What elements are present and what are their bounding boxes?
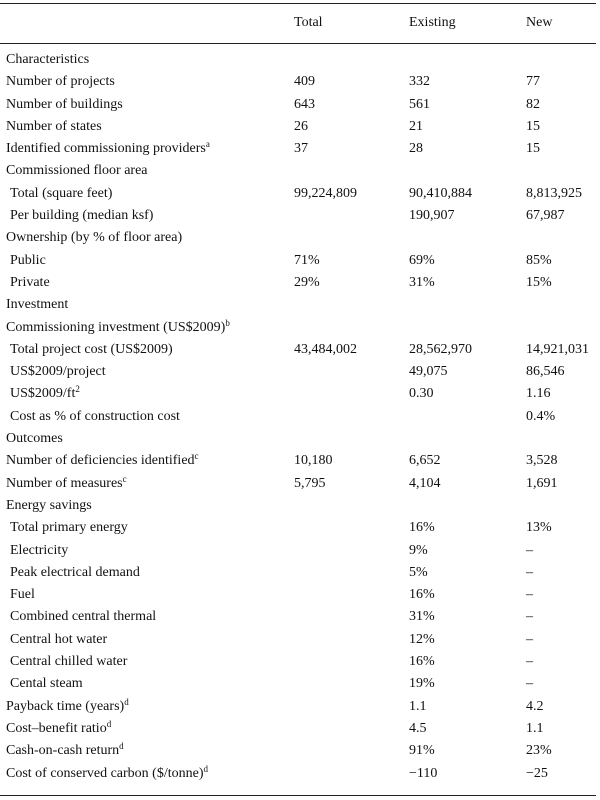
cell-existing: 332 xyxy=(409,74,430,90)
cell-new: – xyxy=(526,654,533,670)
row-label xyxy=(10,250,46,272)
cell-existing: −110 xyxy=(409,765,438,781)
table-row xyxy=(0,540,600,562)
row-label xyxy=(6,94,123,116)
table-row xyxy=(0,227,600,249)
row-label xyxy=(10,272,50,294)
row-label-text: Total (square feet) xyxy=(10,185,113,201)
row-label xyxy=(6,294,68,316)
row-label-text: Cash-on-cash return xyxy=(6,743,120,759)
table-row xyxy=(0,629,600,651)
cell-new: 23% xyxy=(526,743,552,759)
table-row xyxy=(0,49,600,71)
cell-existing: 28,562,970 xyxy=(409,341,472,357)
row-label-text: Investment xyxy=(6,297,69,313)
cell-existing: 49,075 xyxy=(409,364,448,380)
row-label xyxy=(6,71,115,93)
table-row xyxy=(0,473,600,495)
table-row xyxy=(0,740,600,762)
table-body xyxy=(0,49,600,785)
cell-new: 15 xyxy=(526,118,540,134)
row-label-text: Cost of conserved carbon ($/tonne) xyxy=(6,765,204,781)
cell-new: – xyxy=(526,631,533,647)
row-label xyxy=(10,406,180,428)
row-label-text: Characteristics xyxy=(6,52,90,67)
footnote-marker: c xyxy=(194,451,199,462)
row-label xyxy=(10,383,80,405)
row-label-text: Commissioning investment (US$2009) xyxy=(6,319,226,335)
cell-existing: 12% xyxy=(409,631,435,647)
cell-existing: 1.1 xyxy=(409,698,427,714)
cell-total: 29% xyxy=(294,274,320,290)
table-row xyxy=(0,250,600,272)
cell-new: – xyxy=(526,564,533,580)
cell-existing: 0.30 xyxy=(409,386,434,402)
row-label-text: Total primary energy xyxy=(10,520,128,536)
row-label xyxy=(6,473,127,495)
row-label-text: Outcomes xyxy=(6,431,63,447)
table-row xyxy=(0,718,600,740)
cell-existing: 6,652 xyxy=(409,453,441,469)
footnote-marker: d xyxy=(203,763,208,774)
footnote-marker: 2 xyxy=(75,384,80,395)
row-label xyxy=(6,450,199,472)
cell-new: – xyxy=(526,542,533,558)
row-label-text: Central hot water xyxy=(10,631,108,647)
cell-new: 4.2 xyxy=(526,698,544,714)
cell-total: 37 xyxy=(294,141,308,157)
column-header-new: New xyxy=(526,15,553,30)
table-row xyxy=(0,160,600,182)
row-label xyxy=(10,584,35,606)
cell-total: 10,180 xyxy=(294,453,333,469)
cell-existing: 190,907 xyxy=(409,208,455,224)
cell-existing: 19% xyxy=(409,676,435,692)
cell-new: 15 xyxy=(526,141,540,157)
cell-new: 67,987 xyxy=(526,208,565,224)
row-label-text: Number of buildings xyxy=(6,96,123,112)
table-row xyxy=(0,94,600,116)
cell-new: 3,528 xyxy=(526,453,558,469)
cell-existing: 16% xyxy=(409,654,435,670)
row-label xyxy=(10,205,153,227)
table-row xyxy=(0,317,600,339)
cell-existing: 69% xyxy=(409,252,435,268)
table-row xyxy=(0,383,600,405)
footnote-marker: d xyxy=(106,718,112,729)
cell-existing: 91% xyxy=(409,743,435,759)
cell-new: – xyxy=(526,609,533,625)
row-label-text: Fuel xyxy=(10,587,35,603)
cell-new: 86,546 xyxy=(526,364,565,380)
cell-new: 85% xyxy=(526,252,552,268)
row-label-text: Public xyxy=(10,252,46,268)
cell-new: 14,921,031 xyxy=(526,341,589,357)
table-row xyxy=(0,763,600,785)
cell-new: −25 xyxy=(526,765,548,781)
row-label-text: Number of measures xyxy=(6,475,123,491)
footnote-marker: b xyxy=(225,317,230,328)
cell-existing: 90,410,884 xyxy=(409,185,472,201)
cell-total: 409 xyxy=(294,74,315,90)
cell-existing: 21 xyxy=(409,118,423,134)
table-row xyxy=(0,428,600,450)
cell-total: 71% xyxy=(294,252,320,268)
row-label-text: Ownership (by % of floor area) xyxy=(6,230,183,246)
table-top-rule xyxy=(0,3,596,4)
row-label xyxy=(6,718,111,740)
table-row xyxy=(0,361,600,383)
row-label xyxy=(10,361,106,383)
cell-total: 99,224,809 xyxy=(294,185,357,201)
table-row xyxy=(0,272,600,294)
table-row xyxy=(0,517,600,539)
table-bottom-rule xyxy=(0,795,596,796)
row-label xyxy=(6,763,208,785)
row-label-text: US$2009/ft xyxy=(10,386,76,402)
cell-total: 26 xyxy=(294,118,308,134)
row-label xyxy=(10,629,107,651)
table-row xyxy=(0,138,600,160)
cell-new: – xyxy=(526,587,533,603)
column-header-total: Total xyxy=(294,15,323,30)
column-header-existing: Existing xyxy=(409,15,456,30)
table-header-rule xyxy=(0,43,596,44)
row-label xyxy=(10,651,127,673)
row-label xyxy=(10,517,128,539)
cell-existing: 16% xyxy=(409,520,435,536)
row-label xyxy=(6,49,89,71)
cell-existing: 4,104 xyxy=(409,475,441,491)
row-label xyxy=(6,428,63,450)
cell-total: 43,484,002 xyxy=(294,341,357,357)
cell-existing: 28 xyxy=(409,141,423,157)
row-label-text: Cost–benefit ratio xyxy=(6,720,107,736)
cell-new: 77 xyxy=(526,74,540,90)
cell-new: – xyxy=(526,676,533,692)
row-label-text: Energy savings xyxy=(6,497,92,513)
row-label-text: Identified commissioning providers xyxy=(6,141,206,157)
row-label xyxy=(10,606,156,628)
footnote-marker: d xyxy=(119,741,124,752)
cell-new: 1.16 xyxy=(526,386,551,402)
cell-existing: 561 xyxy=(409,96,430,112)
row-label xyxy=(6,740,124,762)
row-label xyxy=(6,495,92,517)
cell-existing: 31% xyxy=(409,274,435,290)
footnote-marker: a xyxy=(205,139,210,150)
row-label-text: Number of states xyxy=(6,118,102,134)
row-label xyxy=(6,160,148,182)
row-label-text: Private xyxy=(10,274,50,290)
row-label-text: Total project cost (US$2009) xyxy=(10,341,173,357)
table-row xyxy=(0,651,600,673)
row-label-text: Number of projects xyxy=(6,74,115,90)
footnote-marker: c xyxy=(122,473,127,484)
cell-existing: 31% xyxy=(409,609,435,625)
cell-new: 15% xyxy=(526,274,552,290)
row-label-text: Commissioned floor area xyxy=(6,163,148,179)
row-label xyxy=(10,673,83,695)
row-label-text: Cental steam xyxy=(10,676,83,692)
table-row xyxy=(0,71,600,93)
cell-existing: 4.5 xyxy=(409,720,427,736)
cell-new: 0.4% xyxy=(526,408,556,424)
row-label-text: Number of deficiencies identified xyxy=(6,453,195,469)
row-label xyxy=(6,116,102,138)
table-row xyxy=(0,584,600,606)
cell-existing: 5% xyxy=(409,564,428,580)
row-label-text: Peak electrical demand xyxy=(10,564,140,580)
table-row xyxy=(0,450,600,472)
table-row xyxy=(0,116,600,138)
footnote-marker: d xyxy=(124,696,129,707)
cell-existing: 9% xyxy=(409,542,428,558)
cell-total: 643 xyxy=(294,96,315,112)
table-row xyxy=(0,294,600,316)
cell-existing: 16% xyxy=(409,587,435,603)
table-row xyxy=(0,339,600,361)
row-label xyxy=(10,339,173,361)
table-row xyxy=(0,673,600,695)
cell-new: 13% xyxy=(526,520,552,536)
table-row xyxy=(0,406,600,428)
row-label xyxy=(6,696,129,718)
cell-new: 8,813,925 xyxy=(526,185,582,201)
table-row xyxy=(0,562,600,584)
table-row xyxy=(0,183,600,205)
table-row xyxy=(0,205,600,227)
row-label-text: US$2009/project xyxy=(10,364,106,380)
row-label-text: Per building (median ksf) xyxy=(10,208,154,224)
row-label xyxy=(6,138,210,160)
row-label xyxy=(10,562,140,584)
table-row xyxy=(0,606,600,628)
cell-total: 5,795 xyxy=(294,475,326,491)
row-label-text: Electricity xyxy=(10,542,69,558)
row-label xyxy=(6,227,182,249)
row-label-text: Central chilled water xyxy=(10,654,128,670)
row-label xyxy=(10,183,112,205)
table-row xyxy=(0,495,600,517)
row-label xyxy=(6,317,230,339)
cell-new: 1,691 xyxy=(526,475,558,491)
cell-new: 82 xyxy=(526,96,540,112)
row-label-text: Cost as % of construction cost xyxy=(10,408,180,424)
row-label-text: Payback time (years) xyxy=(6,698,125,714)
row-label xyxy=(10,540,68,562)
cell-new: 1.1 xyxy=(526,720,544,736)
table-row xyxy=(0,696,600,718)
row-label-text: Combined central thermal xyxy=(10,609,157,625)
